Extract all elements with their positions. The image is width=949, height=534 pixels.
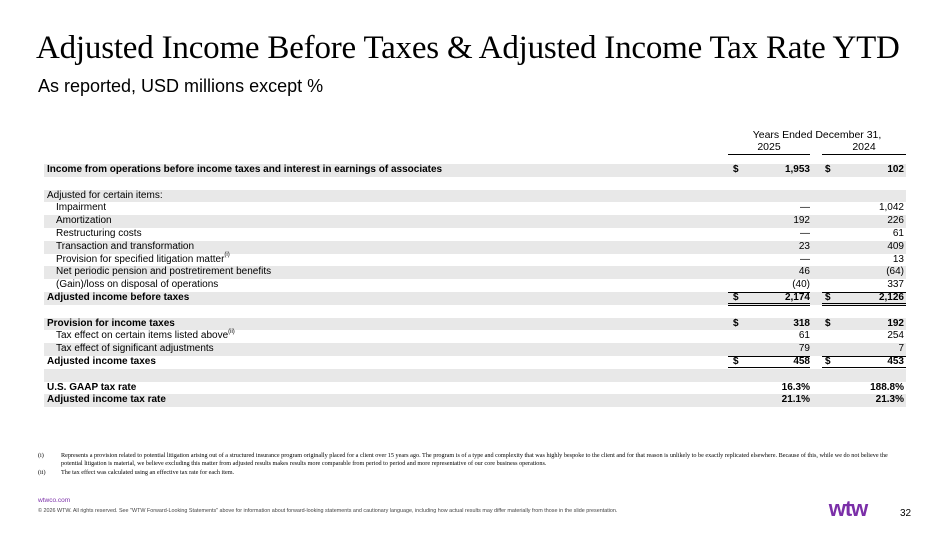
table-row-provision-taxes bbox=[44, 318, 906, 331]
value-2025: 192 bbox=[793, 215, 810, 227]
header-col-2024: 2024 bbox=[822, 141, 906, 155]
page-subtitle: As reported, USD millions except % bbox=[38, 76, 324, 96]
footnote-text: Represents a provision related to potential litigation arising out of a structured insurance program originally placed for a client over 15 years ago. The program is of a type and complexity that was highly bespoke to the client and for that reason is unlikely to be exactly replicated elsewhere. Because of this, while we do not believe the potential litigation is material, we believe excluding this matter from adjusted results makes results more comparable from period to period and more representative of our core business operations. bbox=[61, 452, 888, 468]
table-row-adj-income-taxes bbox=[44, 356, 906, 369]
table-row-litigation bbox=[44, 254, 906, 267]
row-label: Transaction and transformation bbox=[56, 240, 195, 252]
row-label: Income from operations before income taxes and interest in earnings of associates bbox=[47, 164, 443, 175]
footnote-text: The tax effect was calculated using an effective tax rate for each item. bbox=[61, 468, 235, 476]
row-label-text: Provision for specified litigation matter bbox=[56, 253, 225, 265]
value-2024: 192 bbox=[887, 317, 904, 329]
table-row-adj-rate bbox=[44, 394, 906, 407]
table-row-gaap-rate bbox=[44, 382, 906, 395]
table-row-tax-effect-sig bbox=[44, 343, 906, 356]
value-2024: 1,042 bbox=[878, 202, 904, 214]
footnote-2 bbox=[38, 469, 898, 477]
row-label: Adjusted income before taxes bbox=[47, 291, 190, 303]
financial-table bbox=[44, 164, 906, 407]
value-2024: 226 bbox=[887, 215, 904, 227]
currency-symbol: $ bbox=[825, 317, 831, 329]
footnote-marker: (i) bbox=[38, 452, 44, 459]
footnote-1 bbox=[38, 452, 898, 469]
table-row-adjusted-for bbox=[44, 190, 906, 203]
table-row-restructuring bbox=[44, 228, 906, 241]
value-2024: 2,126 bbox=[878, 291, 904, 303]
value-2024: 337 bbox=[887, 279, 904, 291]
header-years: Years Ended December 31, bbox=[752, 129, 882, 141]
currency-symbol: $ bbox=[825, 355, 831, 367]
row-label: U.S. GAAP tax rate bbox=[47, 381, 137, 393]
value-2024: 21.3% bbox=[875, 394, 904, 406]
value-2025: 16.3% bbox=[781, 381, 810, 393]
value-2024: 7 bbox=[898, 343, 904, 355]
page-title: Adjusted Income Before Taxes & Adjusted Income Tax Rate YTD bbox=[36, 30, 900, 66]
footnotes bbox=[38, 452, 898, 477]
value-2024: 409 bbox=[887, 240, 904, 252]
row-label bbox=[56, 330, 235, 343]
row-label: Amortization bbox=[56, 215, 112, 227]
table-row-adj-income-before-taxes bbox=[44, 292, 906, 305]
value-2024: 102 bbox=[887, 164, 904, 175]
page-number: 32 bbox=[900, 508, 912, 519]
value-2024: 254 bbox=[887, 330, 904, 342]
value-2025: — bbox=[800, 227, 810, 239]
currency-symbol: $ bbox=[825, 164, 831, 175]
footnote-ref: (ii) bbox=[228, 329, 235, 336]
footer-site-link[interactable]: wtwco.com bbox=[38, 497, 71, 504]
table-row-income-ops bbox=[44, 164, 906, 177]
row-label: Provision for income taxes bbox=[47, 317, 175, 329]
spacer-row bbox=[44, 369, 906, 382]
value-2024: 188.8% bbox=[870, 381, 904, 393]
currency-symbol: $ bbox=[733, 164, 739, 175]
table-row-transaction bbox=[44, 241, 906, 254]
table-row-amortization bbox=[44, 215, 906, 228]
footer-copyright: © 2026 WTW. All rights reserved. See "WTW Forward-Looking Statements" above for information about forward-looking statements and cautionary language, including how actual results may differ materially from those in the slide presentation. bbox=[38, 508, 618, 514]
row-label: Net periodic pension and postretirement benefits bbox=[56, 266, 272, 278]
row-label: Adjusted income tax rate bbox=[47, 394, 166, 406]
row-label bbox=[56, 254, 230, 267]
value-2024: 61 bbox=[892, 227, 904, 239]
value-2025: 46 bbox=[798, 266, 810, 278]
row-label: Tax effect of significant adjustments bbox=[56, 343, 214, 355]
value-2024: (64) bbox=[886, 266, 904, 278]
logo-text: wtw bbox=[828, 497, 868, 521]
value-2025: 79 bbox=[798, 343, 810, 355]
value-2024: 453 bbox=[887, 355, 904, 367]
currency-symbol: $ bbox=[733, 317, 739, 329]
row-label-text: Tax effect on certain items listed above bbox=[56, 330, 229, 342]
spacer-row bbox=[44, 177, 906, 190]
value-2025: 318 bbox=[793, 317, 810, 329]
footnote-ref: (i) bbox=[224, 252, 230, 259]
value-2025: 21.1% bbox=[781, 394, 810, 406]
wtw-logo bbox=[818, 497, 878, 521]
table-row-impairment bbox=[44, 202, 906, 215]
value-2025: 1,953 bbox=[784, 164, 810, 175]
currency-symbol: $ bbox=[825, 291, 831, 303]
row-label: (Gain)/loss on disposal of operations bbox=[56, 279, 219, 291]
value-2025: (40) bbox=[792, 279, 810, 291]
row-label: Adjusted income taxes bbox=[47, 355, 156, 367]
table-row-tax-effect-items bbox=[44, 330, 906, 343]
row-label: Adjusted for certain items: bbox=[47, 189, 163, 201]
value-2025: 61 bbox=[798, 330, 810, 342]
table-row-pension bbox=[44, 266, 906, 279]
footnote-marker: (ii) bbox=[38, 468, 46, 476]
value-2025: — bbox=[800, 202, 810, 214]
spacer-row bbox=[44, 305, 906, 318]
value-2024: 13 bbox=[892, 253, 904, 265]
currency-symbol: $ bbox=[733, 291, 739, 303]
header-col-2025: 2025 bbox=[728, 141, 810, 155]
table-row-disposal bbox=[44, 279, 906, 292]
row-label: Impairment bbox=[56, 202, 107, 214]
row-label: Restructuring costs bbox=[56, 227, 142, 239]
value-2025: 458 bbox=[793, 355, 810, 367]
value-2025: 23 bbox=[798, 240, 810, 252]
currency-symbol: $ bbox=[733, 355, 739, 367]
value-2025: 2,174 bbox=[784, 291, 810, 303]
value-2025: — bbox=[800, 253, 810, 265]
